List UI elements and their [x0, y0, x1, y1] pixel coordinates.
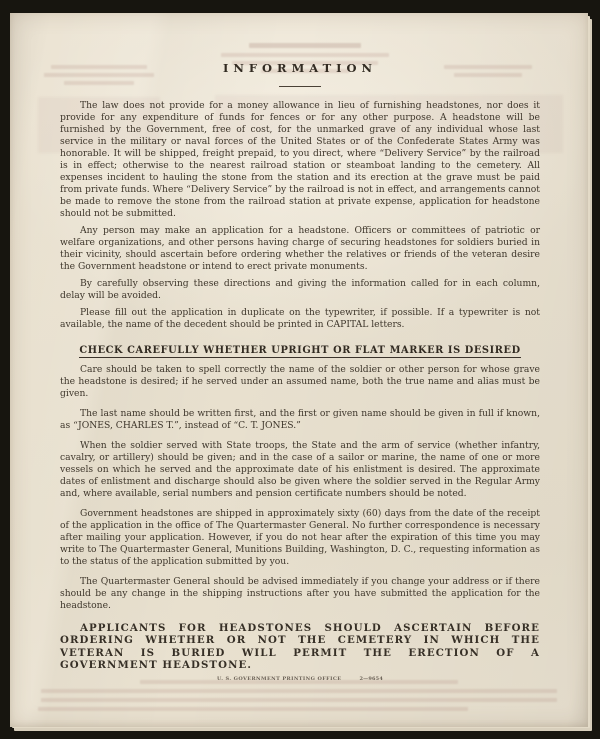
document-page: [10, 13, 588, 727]
imprint-line: [60, 676, 540, 682]
paragraph-spelling: Care should be taken to spell correctly the name of the soldier or other person for whose grave the headstone is desired; if he served under an assumed name, both the true name and alias must be given.: [60, 364, 540, 399]
title-rule: [279, 86, 321, 87]
paragraph-shipping-time: Government headstones are shipped in approximately sixty (60) days from the date of the receipt of the application in the office of The Quartermaster General. No further correspondence is necessary after mailing your application. However, if you do not hear after the expiration of this time you may write to The Quartermaster General, Munitions Building, Washington, D. C., requesting information as to the status of the application submitted by you.: [60, 508, 540, 567]
paragraph-name-order: The last name should be written first, and the first or given name should be given in full if known, as “JONES, CHARLES T.”, instead of “C. T. JONES.”: [60, 408, 540, 431]
closing-notice: APPLICANTS FOR HEADSTONES SHOULD ASCERTAIN BEFORE ORDERING WHETHER OR NOT THE CEMETERY IN WHICH THE VETERAN IS BURIED WILL PERMIT THE ERECTION OF A GOVERNMENT HEADSTONE.: [60, 622, 540, 672]
imprint-office: U. S. GOVERNMENT PRINTING OFFICE: [216, 675, 342, 682]
paragraph-avoid-delay: By carefully observing these directions and giving the information called for in each column, delay will be avoided.: [60, 278, 540, 301]
paragraph-law-provision: The law does not provide for a money allowance in lieu of furnishing headstones, nor does it provide for any expenditure of funds for fences or for any other purpose. A headstone will be furnished by the Government, free of cost, for the unmarked grave of any individual whose last service in the military or naval forces of the United States or of the Confederate States Army was honorable. It will be shipped, freight prepaid, to you direct, where “Delivery Service” by the railroad is in effect; otherwise to the nearest railroad station or steamboat landing to the cemetery. All expenses incident to hauling the stone from the station and its erection at the grave must be paid from private funds. Where “Delivery Service” by the railroad is not in effect, and arrangements cannot be made to remove the stone from the railroad station at private expense, application for headstone should not be submitted.: [60, 100, 540, 219]
section-heading: [60, 345, 540, 356]
imprint-job-number: 2—9654: [359, 675, 384, 682]
section-heading-text: CHECK CAREFULLY WHETHER UPRIGHT OR FLAT MARKER IS DESIRED: [79, 345, 521, 356]
page-title: INFORMATION: [222, 61, 378, 75]
paragraph-typewriter: Please fill out the application in duplicate on the typewriter, if possible. If a typewriter is not available, the name of the decedent should be printed in CAPITAL letters.: [60, 307, 540, 330]
paragraph-who-may-apply: Any person may make an application for a headstone. Officers or committees of patriotic or welfare organizations, and other persons having charge of securing headstones for soldiers buried in their vicinity, should ascertain before ordering whether the relatives or friends of the veteran desire the Government headstone or intend to erect private monuments.: [60, 225, 540, 272]
paragraph-service-details: When the soldier served with State troops, the State and the arm of service (whether infantry, cavalry, or artillery) should be given; and in the case of a sailor or marine, the name of one or more vessels on which he served and the approximate date of his enlistment is desired. The approximate dates of enlistment and discharge should also be given where the soldier served in the Regular Army and, where available, serial numbers and pension certificate numbers should be noted.: [60, 440, 540, 499]
page-content: [10, 61, 588, 682]
bleedthrough-text-bottom: [38, 680, 560, 711]
paragraph-address-change: The Quartermaster General should be advised immediately if you change your address or if there should be any change in the shipping instructions after you have submitted the application for the headstone.: [60, 576, 540, 611]
